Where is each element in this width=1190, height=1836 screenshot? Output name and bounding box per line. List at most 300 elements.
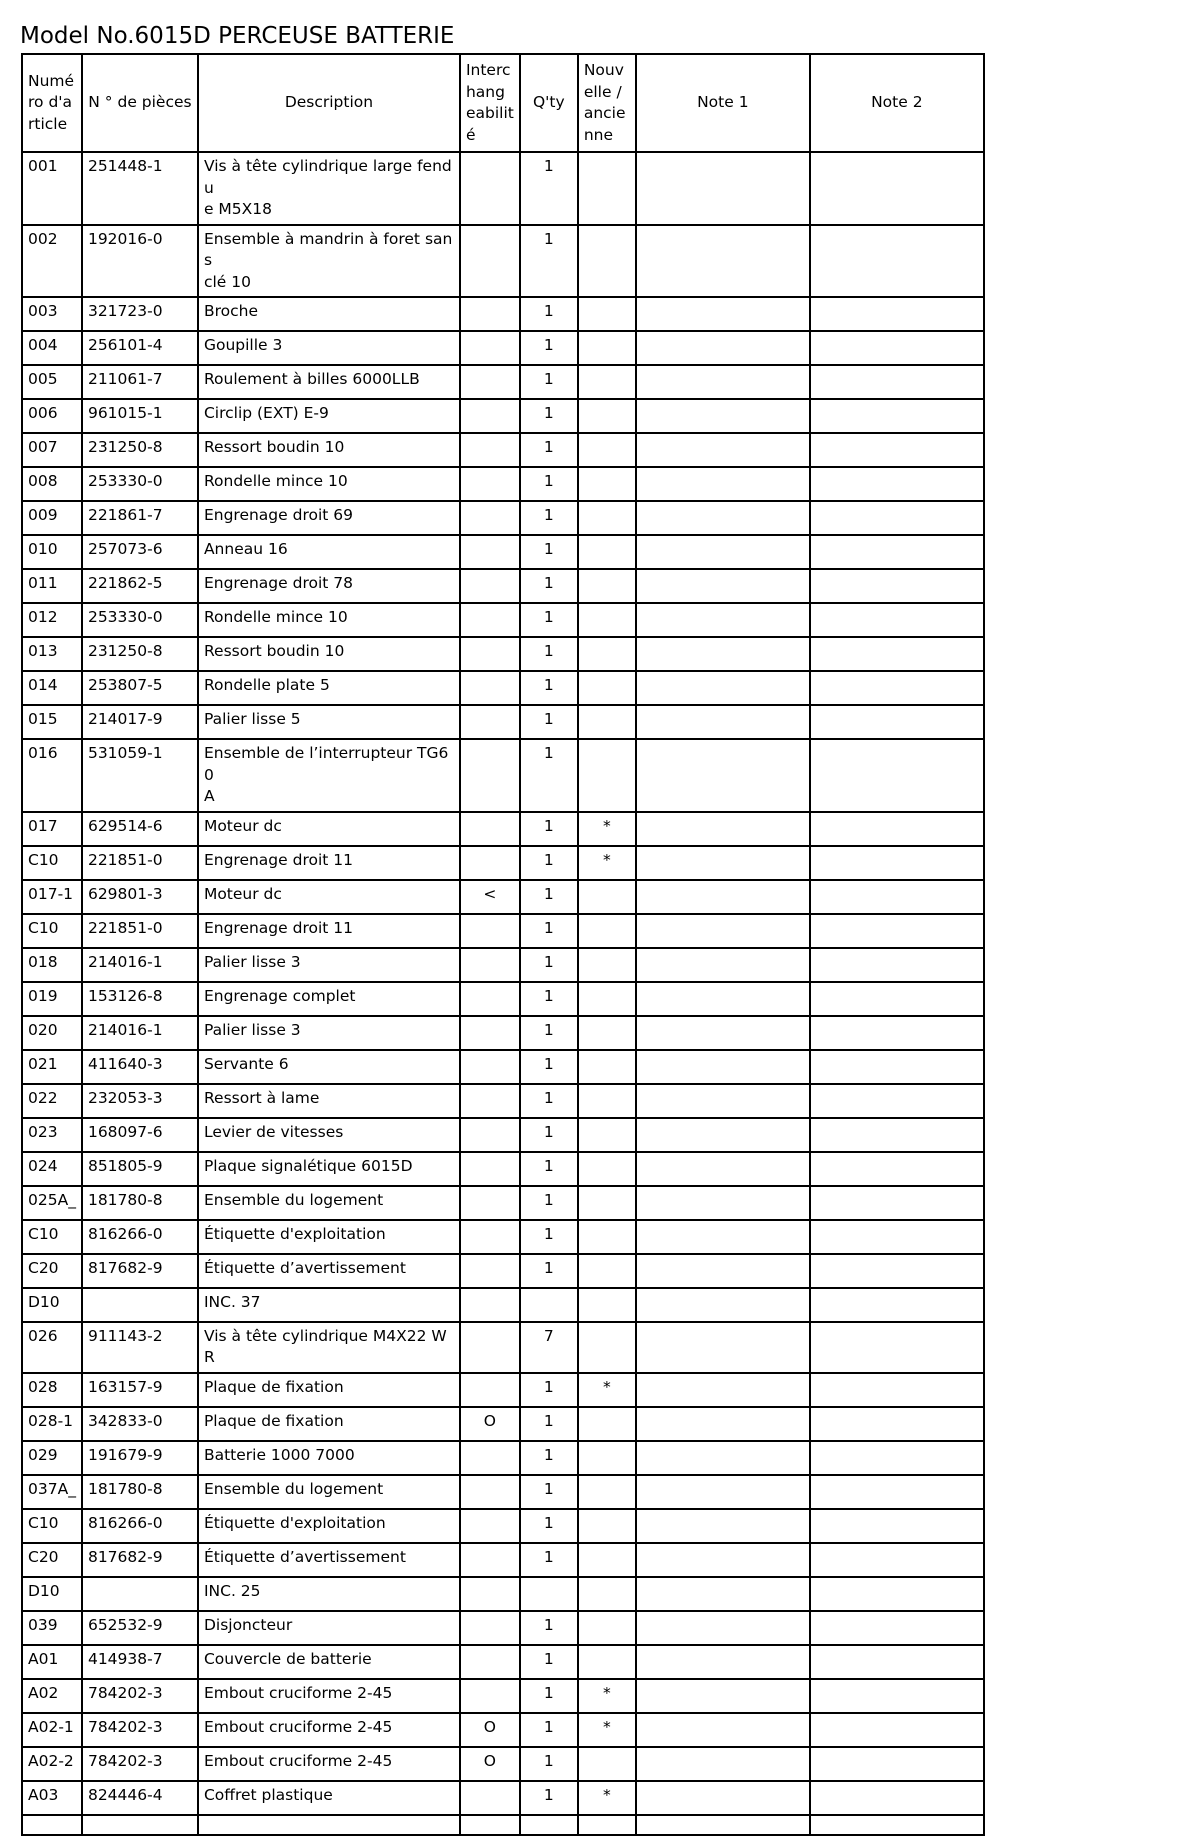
article-number-cell: 009 bbox=[22, 501, 82, 535]
quantity-cell: 1 bbox=[520, 671, 578, 705]
interchangeability-cell bbox=[460, 671, 520, 705]
new-old-cell bbox=[578, 1118, 636, 1152]
quantity-cell: 1 bbox=[520, 467, 578, 501]
new-old-cell bbox=[578, 1475, 636, 1509]
table-row bbox=[22, 1543, 984, 1577]
new-old-cell bbox=[578, 1815, 636, 1835]
article-number-cell: 022 bbox=[22, 1084, 82, 1118]
note-1-cell bbox=[636, 1679, 810, 1713]
article-number-cell: 006 bbox=[22, 399, 82, 433]
note-2-cell bbox=[810, 1152, 984, 1186]
description-cell: Étiquette d'exploitation bbox=[198, 1220, 460, 1254]
article-number-cell: 010 bbox=[22, 535, 82, 569]
note-1-cell bbox=[636, 1220, 810, 1254]
quantity-cell: 1 bbox=[520, 1084, 578, 1118]
part-number-cell: 784202-3 bbox=[82, 1713, 198, 1747]
part-number-cell: 816266-0 bbox=[82, 1509, 198, 1543]
note-1-cell bbox=[636, 1611, 810, 1645]
table-row bbox=[22, 1611, 984, 1645]
article-number-cell: 026 bbox=[22, 1322, 82, 1373]
note-2-cell bbox=[810, 705, 984, 739]
table-row bbox=[22, 365, 984, 399]
quantity-cell: 1 bbox=[520, 535, 578, 569]
article-number-cell: 008 bbox=[22, 467, 82, 501]
new-old-cell: * bbox=[578, 1781, 636, 1815]
article-number-cell: 016 bbox=[22, 739, 82, 812]
interchangeability-cell bbox=[460, 1016, 520, 1050]
description-cell: Embout cruciforme 2-45 bbox=[198, 1747, 460, 1781]
part-number-cell: 257073-6 bbox=[82, 535, 198, 569]
new-old-cell bbox=[578, 569, 636, 603]
new-old-cell bbox=[578, 1220, 636, 1254]
part-number-cell: 629801-3 bbox=[82, 880, 198, 914]
new-old-cell bbox=[578, 637, 636, 671]
description-cell: Broche bbox=[198, 297, 460, 331]
part-number-cell: 256101-4 bbox=[82, 331, 198, 365]
note-1-cell bbox=[636, 1781, 810, 1815]
part-number-cell: 163157-9 bbox=[82, 1373, 198, 1407]
interchangeability-cell bbox=[460, 1288, 520, 1322]
note-1-cell bbox=[636, 1577, 810, 1611]
part-number-cell: 321723-0 bbox=[82, 297, 198, 331]
article-number-cell: C10 bbox=[22, 1220, 82, 1254]
note-1-cell bbox=[636, 1186, 810, 1220]
note-2-cell bbox=[810, 1118, 984, 1152]
table-row bbox=[22, 846, 984, 880]
table-row bbox=[22, 1747, 984, 1781]
table-row bbox=[22, 1254, 984, 1288]
part-number-cell: 192016-0 bbox=[82, 225, 198, 298]
interchangeability-cell bbox=[460, 1084, 520, 1118]
note-1-cell bbox=[636, 1543, 810, 1577]
article-number-cell: 011 bbox=[22, 569, 82, 603]
note-2-cell bbox=[810, 1322, 984, 1373]
description-cell: Servante 6 bbox=[198, 1050, 460, 1084]
part-number-cell: 214016-1 bbox=[82, 1016, 198, 1050]
interchangeability-cell: O bbox=[460, 1747, 520, 1781]
part-number-cell: 817682-9 bbox=[82, 1254, 198, 1288]
new-old-cell bbox=[578, 1016, 636, 1050]
note-2-cell bbox=[810, 671, 984, 705]
part-number-cell: 253330-0 bbox=[82, 603, 198, 637]
table-row bbox=[22, 1781, 984, 1815]
note-1-cell bbox=[636, 225, 810, 298]
quantity-cell: 1 bbox=[520, 501, 578, 535]
interchangeability-cell bbox=[460, 569, 520, 603]
note-2-cell bbox=[810, 812, 984, 846]
description-cell: Engrenage droit 69 bbox=[198, 501, 460, 535]
quantity-cell: 1 bbox=[520, 982, 578, 1016]
part-number-cell bbox=[82, 1815, 198, 1835]
description-cell: Vis à tête cylindrique large fendu e M5X18 bbox=[198, 152, 460, 225]
new-old-cell bbox=[578, 739, 636, 812]
new-old-cell bbox=[578, 365, 636, 399]
part-number-cell: 221861-7 bbox=[82, 501, 198, 535]
part-number-cell: 211061-7 bbox=[82, 365, 198, 399]
description-cell: Goupille 3 bbox=[198, 331, 460, 365]
note-1-cell bbox=[636, 739, 810, 812]
note-1-cell bbox=[636, 569, 810, 603]
description-cell: Coffret plastique bbox=[198, 1781, 460, 1815]
part-number-cell: 911143-2 bbox=[82, 1322, 198, 1373]
note-1-cell bbox=[636, 948, 810, 982]
note-2-cell bbox=[810, 433, 984, 467]
new-old-cell bbox=[578, 914, 636, 948]
table-row bbox=[22, 501, 984, 535]
interchangeability-cell bbox=[460, 297, 520, 331]
table-row bbox=[22, 1475, 984, 1509]
interchangeability-cell bbox=[460, 1645, 520, 1679]
description-cell: Engrenage droit 11 bbox=[198, 846, 460, 880]
note-2-cell bbox=[810, 1373, 984, 1407]
table-row bbox=[22, 1577, 984, 1611]
quantity-cell bbox=[520, 1815, 578, 1835]
table-row bbox=[22, 1084, 984, 1118]
note-1-cell bbox=[636, 1050, 810, 1084]
quantity-cell: 1 bbox=[520, 1254, 578, 1288]
part-number-cell bbox=[82, 1288, 198, 1322]
new-old-cell bbox=[578, 880, 636, 914]
interchangeability-cell bbox=[460, 1152, 520, 1186]
table-row bbox=[22, 982, 984, 1016]
new-old-cell bbox=[578, 1509, 636, 1543]
article-number-cell: 004 bbox=[22, 331, 82, 365]
description-cell: Ressort boudin 10 bbox=[198, 637, 460, 671]
article-number-cell: 007 bbox=[22, 433, 82, 467]
part-number-cell: 251448-1 bbox=[82, 152, 198, 225]
description-cell: Ensemble du logement bbox=[198, 1186, 460, 1220]
part-number-cell: 214017-9 bbox=[82, 705, 198, 739]
table-row bbox=[22, 1152, 984, 1186]
table-row bbox=[22, 467, 984, 501]
note-2-cell bbox=[810, 1713, 984, 1747]
interchangeability-cell bbox=[460, 812, 520, 846]
quantity-cell: 1 bbox=[520, 1373, 578, 1407]
description-cell: Levier de vitesses bbox=[198, 1118, 460, 1152]
table-row bbox=[22, 1679, 984, 1713]
article-number-cell: 017 bbox=[22, 812, 82, 846]
table-row bbox=[22, 705, 984, 739]
note-1-cell bbox=[636, 1016, 810, 1050]
note-2-cell bbox=[810, 331, 984, 365]
note-2-cell bbox=[810, 1509, 984, 1543]
table-row bbox=[22, 948, 984, 982]
note-1-cell bbox=[636, 1509, 810, 1543]
part-number-cell: 231250-8 bbox=[82, 433, 198, 467]
interchangeability-cell bbox=[460, 1118, 520, 1152]
table-row bbox=[22, 1645, 984, 1679]
part-number-cell: 629514-6 bbox=[82, 812, 198, 846]
table-row bbox=[22, 914, 984, 948]
quantity-cell: 1 bbox=[520, 705, 578, 739]
quantity-cell: 1 bbox=[520, 1050, 578, 1084]
new-old-cell bbox=[578, 1254, 636, 1288]
new-old-cell bbox=[578, 671, 636, 705]
note-2-cell bbox=[810, 1679, 984, 1713]
interchangeability-cell bbox=[460, 1611, 520, 1645]
interchangeability-cell bbox=[460, 1254, 520, 1288]
table-row bbox=[22, 1016, 984, 1050]
note-2-cell bbox=[810, 1016, 984, 1050]
table-row bbox=[22, 1509, 984, 1543]
article-number-cell: 020 bbox=[22, 1016, 82, 1050]
article-number-cell: C10 bbox=[22, 846, 82, 880]
interchangeability-cell bbox=[460, 705, 520, 739]
note-2-cell bbox=[810, 1645, 984, 1679]
note-2-cell bbox=[810, 1543, 984, 1577]
description-cell: Plaque signalétique 6015D bbox=[198, 1152, 460, 1186]
interchangeability-cell bbox=[460, 467, 520, 501]
note-2-cell bbox=[810, 467, 984, 501]
new-old-cell bbox=[578, 1611, 636, 1645]
note-1-cell bbox=[636, 331, 810, 365]
table-row bbox=[22, 1118, 984, 1152]
interchangeability-cell bbox=[460, 1815, 520, 1835]
new-old-cell bbox=[578, 433, 636, 467]
description-cell: Circlip (EXT) E-9 bbox=[198, 399, 460, 433]
description-cell: INC. 25 bbox=[198, 1577, 460, 1611]
note-2-cell bbox=[810, 637, 984, 671]
note-2-cell bbox=[810, 1747, 984, 1781]
description-cell: Rondelle mince 10 bbox=[198, 467, 460, 501]
interchangeability-cell bbox=[460, 1679, 520, 1713]
part-number-cell: 221851-0 bbox=[82, 914, 198, 948]
new-old-cell: * bbox=[578, 812, 636, 846]
new-old-cell: * bbox=[578, 1679, 636, 1713]
quantity-cell: 1 bbox=[520, 1509, 578, 1543]
description-cell: Ressort boudin 10 bbox=[198, 433, 460, 467]
quantity-cell: 1 bbox=[520, 365, 578, 399]
table-row bbox=[22, 1407, 984, 1441]
new-old-cell bbox=[578, 331, 636, 365]
part-number-cell: 221851-0 bbox=[82, 846, 198, 880]
part-number-cell: 851805-9 bbox=[82, 1152, 198, 1186]
new-old-cell bbox=[578, 297, 636, 331]
part-number-cell: 181780-8 bbox=[82, 1186, 198, 1220]
note-2-cell bbox=[810, 1611, 984, 1645]
note-1-cell bbox=[636, 1254, 810, 1288]
description-cell: Ensemble de l’interrupteur TG60 A bbox=[198, 739, 460, 812]
article-number-cell: 021 bbox=[22, 1050, 82, 1084]
part-number-cell: 221862-5 bbox=[82, 569, 198, 603]
quantity-cell: 1 bbox=[520, 152, 578, 225]
article-number-cell: D10 bbox=[22, 1577, 82, 1611]
quantity-cell: 1 bbox=[520, 1747, 578, 1781]
note-1-cell bbox=[636, 671, 810, 705]
part-number-cell: 414938-7 bbox=[82, 1645, 198, 1679]
header-new-old: Nouv elle / ancie nne bbox=[578, 54, 636, 152]
interchangeability-cell bbox=[460, 1186, 520, 1220]
quantity-cell: 1 bbox=[520, 739, 578, 812]
note-1-cell bbox=[636, 812, 810, 846]
article-number-cell: A03 bbox=[22, 1781, 82, 1815]
part-number-cell: 342833-0 bbox=[82, 1407, 198, 1441]
interchangeability-cell bbox=[460, 225, 520, 298]
article-number-cell: 037A_ bbox=[22, 1475, 82, 1509]
article-number-cell: D10 bbox=[22, 1288, 82, 1322]
part-number-cell: 784202-3 bbox=[82, 1747, 198, 1781]
interchangeability-cell bbox=[460, 914, 520, 948]
new-old-cell bbox=[578, 1050, 636, 1084]
article-number-cell: 014 bbox=[22, 671, 82, 705]
description-cell: Couvercle de batterie bbox=[198, 1645, 460, 1679]
interchangeability-cell bbox=[460, 1220, 520, 1254]
quantity-cell: 1 bbox=[520, 399, 578, 433]
interchangeability-cell bbox=[460, 1543, 520, 1577]
quantity-cell: 1 bbox=[520, 846, 578, 880]
header-article-number: Numé ro d'a rticle bbox=[22, 54, 82, 152]
note-2-cell bbox=[810, 1441, 984, 1475]
description-cell: Engrenage droit 11 bbox=[198, 914, 460, 948]
description-cell: Palier lisse 5 bbox=[198, 705, 460, 739]
part-number-cell: 961015-1 bbox=[82, 399, 198, 433]
note-1-cell bbox=[636, 705, 810, 739]
description-cell: Vis à tête cylindrique M4X22 WR bbox=[198, 1322, 460, 1373]
description-cell: Ensemble à mandrin à foret sans clé 10 bbox=[198, 225, 460, 298]
new-old-cell bbox=[578, 467, 636, 501]
table-row bbox=[22, 1220, 984, 1254]
article-number-cell: 018 bbox=[22, 948, 82, 982]
note-2-cell bbox=[810, 365, 984, 399]
new-old-cell bbox=[578, 1407, 636, 1441]
interchangeability-cell bbox=[460, 637, 520, 671]
note-2-cell bbox=[810, 535, 984, 569]
article-number-cell: 002 bbox=[22, 225, 82, 298]
note-1-cell bbox=[636, 365, 810, 399]
description-cell: Étiquette d’avertissement bbox=[198, 1543, 460, 1577]
note-2-cell bbox=[810, 948, 984, 982]
description-cell: INC. 37 bbox=[198, 1288, 460, 1322]
article-number-cell: 028 bbox=[22, 1373, 82, 1407]
quantity-cell: 1 bbox=[520, 812, 578, 846]
new-old-cell bbox=[578, 603, 636, 637]
part-number-cell: 531059-1 bbox=[82, 739, 198, 812]
description-cell: Batterie 1000 7000 bbox=[198, 1441, 460, 1475]
interchangeability-cell bbox=[460, 982, 520, 1016]
interchangeability-cell bbox=[460, 399, 520, 433]
table-row bbox=[22, 1373, 984, 1407]
note-1-cell bbox=[636, 846, 810, 880]
description-cell: Ensemble du logement bbox=[198, 1475, 460, 1509]
note-2-cell bbox=[810, 1050, 984, 1084]
table-row bbox=[22, 297, 984, 331]
interchangeability-cell bbox=[460, 535, 520, 569]
new-old-cell bbox=[578, 1288, 636, 1322]
description-cell bbox=[198, 1815, 460, 1835]
interchangeability-cell: < bbox=[460, 880, 520, 914]
table-row bbox=[22, 1288, 984, 1322]
new-old-cell bbox=[578, 225, 636, 298]
new-old-cell: * bbox=[578, 1373, 636, 1407]
quantity-cell: 1 bbox=[520, 1781, 578, 1815]
description-cell: Anneau 16 bbox=[198, 535, 460, 569]
note-1-cell bbox=[636, 1815, 810, 1835]
note-1-cell bbox=[636, 297, 810, 331]
quantity-cell: 1 bbox=[520, 914, 578, 948]
new-old-cell bbox=[578, 1577, 636, 1611]
part-number-cell: 652532-9 bbox=[82, 1611, 198, 1645]
table-row bbox=[22, 603, 984, 637]
header-interchangeability: Interc hang eabilit é bbox=[460, 54, 520, 152]
note-2-cell bbox=[810, 880, 984, 914]
table-row bbox=[22, 331, 984, 365]
quantity-cell: 1 bbox=[520, 637, 578, 671]
article-number-cell: 012 bbox=[22, 603, 82, 637]
note-1-cell bbox=[636, 1373, 810, 1407]
note-1-cell bbox=[636, 982, 810, 1016]
table-row bbox=[22, 671, 984, 705]
article-number-cell: C20 bbox=[22, 1543, 82, 1577]
header-note-2: Note 2 bbox=[810, 54, 984, 152]
quantity-cell: 1 bbox=[520, 331, 578, 365]
article-number-cell: 013 bbox=[22, 637, 82, 671]
table-row bbox=[22, 880, 984, 914]
note-2-cell bbox=[810, 846, 984, 880]
description-cell: Rondelle plate 5 bbox=[198, 671, 460, 705]
note-1-cell bbox=[636, 399, 810, 433]
new-old-cell bbox=[578, 1543, 636, 1577]
note-2-cell bbox=[810, 399, 984, 433]
note-2-cell bbox=[810, 1186, 984, 1220]
quantity-cell: 1 bbox=[520, 948, 578, 982]
header-quantity: Q'ty bbox=[520, 54, 578, 152]
article-number-cell: 029 bbox=[22, 1441, 82, 1475]
note-2-cell bbox=[810, 1815, 984, 1835]
interchangeability-cell bbox=[460, 365, 520, 399]
description-cell: Étiquette d'exploitation bbox=[198, 1509, 460, 1543]
note-1-cell bbox=[636, 467, 810, 501]
part-number-cell: 253807-5 bbox=[82, 671, 198, 705]
new-old-cell bbox=[578, 399, 636, 433]
article-number-cell: 001 bbox=[22, 152, 82, 225]
note-2-cell bbox=[810, 1407, 984, 1441]
note-2-cell bbox=[810, 603, 984, 637]
part-number-cell: 253330-0 bbox=[82, 467, 198, 501]
table-row bbox=[22, 1322, 984, 1373]
note-2-cell bbox=[810, 225, 984, 298]
interchangeability-cell bbox=[460, 1322, 520, 1373]
quantity-cell: 1 bbox=[520, 1016, 578, 1050]
article-number-cell: 015 bbox=[22, 705, 82, 739]
note-1-cell bbox=[636, 1407, 810, 1441]
interchangeability-cell: O bbox=[460, 1407, 520, 1441]
note-1-cell bbox=[636, 1322, 810, 1373]
quantity-cell: 1 bbox=[520, 433, 578, 467]
part-number-cell: 824446-4 bbox=[82, 1781, 198, 1815]
note-2-cell bbox=[810, 914, 984, 948]
part-number-cell bbox=[82, 1577, 198, 1611]
table-row bbox=[22, 225, 984, 298]
table-row bbox=[22, 637, 984, 671]
interchangeability-cell bbox=[460, 1781, 520, 1815]
quantity-cell: 1 bbox=[520, 225, 578, 298]
page-title: Model No.6015D PERCEUSE BATTERIE bbox=[20, 23, 455, 49]
note-2-cell bbox=[810, 1577, 984, 1611]
quantity-cell: 1 bbox=[520, 1186, 578, 1220]
note-2-cell bbox=[810, 501, 984, 535]
interchangeability-cell bbox=[460, 1577, 520, 1611]
description-cell: Moteur dc bbox=[198, 812, 460, 846]
new-old-cell bbox=[578, 501, 636, 535]
header-part-number: N ° de pièces bbox=[82, 54, 198, 152]
note-1-cell bbox=[636, 880, 810, 914]
table-row bbox=[22, 433, 984, 467]
part-number-cell: 231250-8 bbox=[82, 637, 198, 671]
part-number-cell: 181780-8 bbox=[82, 1475, 198, 1509]
quantity-cell: 1 bbox=[520, 1611, 578, 1645]
interchangeability-cell bbox=[460, 1373, 520, 1407]
new-old-cell: * bbox=[578, 846, 636, 880]
